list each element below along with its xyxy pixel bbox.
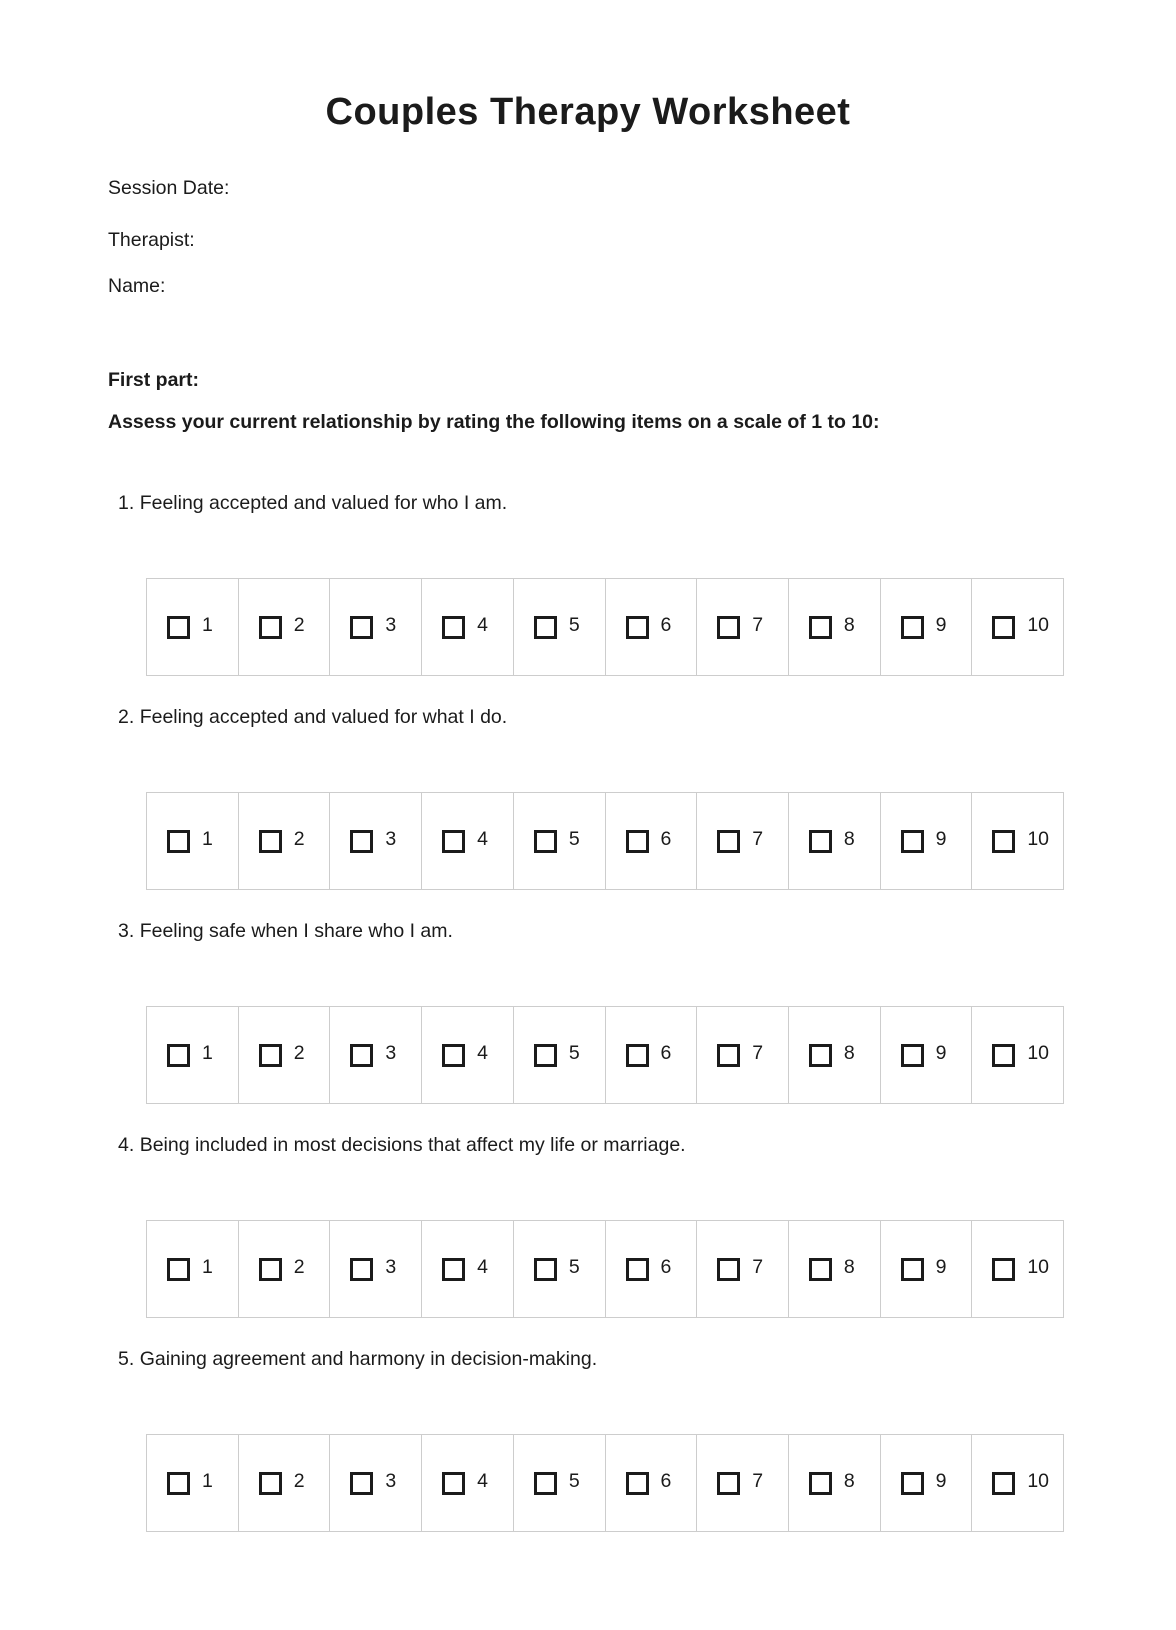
rating-option-2[interactable] xyxy=(239,579,331,675)
rating-checkbox[interactable] xyxy=(717,1258,740,1281)
item-5-text: Gaining agreement and harmony in decision-making. xyxy=(139,1348,598,1370)
rating-checkbox[interactable] xyxy=(809,1472,832,1495)
rating-option-5[interactable] xyxy=(514,1435,606,1531)
rating-option-4[interactable] xyxy=(422,1221,514,1317)
rating-value-label: 5 xyxy=(568,613,580,636)
rating-checkbox[interactable] xyxy=(626,1472,649,1495)
page-title: Couples Therapy Worksheet xyxy=(325,91,851,133)
rating-option-7[interactable] xyxy=(697,793,789,889)
rating-value-label: 7 xyxy=(752,1041,764,1064)
rating-checkbox[interactable] xyxy=(992,1044,1015,1067)
rating-value-label: 3 xyxy=(385,1469,397,1492)
item-5-number: 5. xyxy=(118,1348,135,1370)
rating-value-label: 4 xyxy=(477,1469,488,1492)
rating-value-label: 2 xyxy=(293,827,305,850)
rating-option-5[interactable] xyxy=(514,579,606,675)
rating-option-8[interactable] xyxy=(789,1435,881,1531)
rating-checkbox[interactable] xyxy=(534,1258,557,1281)
rating-checkbox[interactable] xyxy=(992,830,1015,853)
rating-value-label: 8 xyxy=(843,827,855,850)
rating-option-10[interactable] xyxy=(972,1007,1063,1103)
rating-checkbox[interactable] xyxy=(259,616,282,639)
rating-checkbox[interactable] xyxy=(167,1258,190,1281)
rating-checkbox[interactable] xyxy=(809,1044,832,1067)
rating-option-5[interactable] xyxy=(514,1007,606,1103)
rating-value-label: 7 xyxy=(752,1255,764,1278)
item-2-text: Feeling accepted and valued for what I do. xyxy=(139,706,508,728)
rating-value-label: 8 xyxy=(843,1469,855,1492)
rating-option-2[interactable] xyxy=(239,1007,331,1103)
rating-value-label: 6 xyxy=(660,613,672,636)
rating-option-4[interactable] xyxy=(422,1007,514,1103)
rating-value-label: 6 xyxy=(660,1041,672,1064)
rating-checkbox[interactable] xyxy=(167,830,190,853)
rating-value-label: 1 xyxy=(202,1255,213,1278)
item-1-text: Feeling accepted and valued for who I am. xyxy=(139,492,508,514)
rating-option-6[interactable] xyxy=(606,1221,698,1317)
rating-checkbox[interactable] xyxy=(442,616,465,639)
rating-checkbox[interactable] xyxy=(809,830,832,853)
rating-value-label: 1 xyxy=(202,827,213,850)
rating-option-7[interactable] xyxy=(697,1435,789,1531)
rating-option-8[interactable] xyxy=(789,1007,881,1103)
section-heading: First part: xyxy=(108,369,200,391)
item-1-label xyxy=(108,490,1068,516)
rating-option-6[interactable] xyxy=(606,579,698,675)
rating-checkbox[interactable] xyxy=(901,830,924,853)
rating-value-label: 6 xyxy=(660,1469,672,1492)
rating-option-1[interactable] xyxy=(147,579,239,675)
rating-checkbox[interactable] xyxy=(442,1258,465,1281)
rating-value-label: 5 xyxy=(568,1041,580,1064)
rating-option-4[interactable] xyxy=(422,1435,514,1531)
rating-value-label: 2 xyxy=(293,613,305,636)
rating-option-7[interactable] xyxy=(697,1007,789,1103)
rating-checkbox[interactable] xyxy=(259,830,282,853)
rating-checkbox[interactable] xyxy=(901,1258,924,1281)
rating-checkbox[interactable] xyxy=(167,1472,190,1495)
rating-option-6[interactable] xyxy=(606,1435,698,1531)
rating-scale-table-3 xyxy=(146,1006,1064,1104)
rating-option-5[interactable] xyxy=(514,793,606,889)
rating-value-label: 5 xyxy=(568,1255,580,1278)
session-date-field[interactable] xyxy=(108,176,1068,200)
rating-value-label: 6 xyxy=(660,1255,672,1278)
rating-option-9[interactable] xyxy=(881,1221,973,1317)
rating-checkbox[interactable] xyxy=(534,830,557,853)
rating-value-label: 2 xyxy=(293,1255,305,1278)
rating-option-8[interactable] xyxy=(789,1221,881,1317)
item-4-text: Being included in most decisions that affect my life or marriage. xyxy=(139,1134,686,1156)
rating-checkbox[interactable] xyxy=(901,1044,924,1067)
rating-option-7[interactable] xyxy=(697,1221,789,1317)
rating-checkbox[interactable] xyxy=(534,616,557,639)
rating-checkbox[interactable] xyxy=(992,616,1015,639)
rating-option-4[interactable] xyxy=(422,793,514,889)
rating-checkbox[interactable] xyxy=(992,1258,1015,1281)
rating-checkbox[interactable] xyxy=(259,1472,282,1495)
rating-checkbox[interactable] xyxy=(717,616,740,639)
rating-value-label: 3 xyxy=(385,1041,397,1064)
rating-value-label: 7 xyxy=(752,613,764,636)
rating-scale-table-5 xyxy=(146,1434,1064,1532)
rating-item-5 xyxy=(108,1346,1068,1532)
rating-option-7[interactable] xyxy=(697,579,789,675)
rating-option-4[interactable] xyxy=(422,579,514,675)
rating-value-label: 4 xyxy=(477,1041,488,1064)
rating-checkbox[interactable] xyxy=(350,1258,373,1281)
rating-value-label: 4 xyxy=(477,827,488,850)
rating-value-label: 10 xyxy=(1027,613,1050,636)
rating-checkbox[interactable] xyxy=(442,1472,465,1495)
rating-option-6[interactable] xyxy=(606,793,698,889)
rating-item-1 xyxy=(108,490,1068,676)
rating-item-2 xyxy=(108,704,1068,890)
rating-value-label: 8 xyxy=(843,1255,855,1278)
rating-value-label: 8 xyxy=(843,613,855,636)
rating-value-label: 4 xyxy=(477,1255,488,1278)
rating-checkbox[interactable] xyxy=(350,830,373,853)
item-4-label xyxy=(108,1132,1068,1158)
rating-checkbox[interactable] xyxy=(350,1044,373,1067)
rating-checkbox[interactable] xyxy=(350,1472,373,1495)
rating-option-3[interactable] xyxy=(330,793,422,889)
name-field[interactable] xyxy=(108,274,1068,298)
rating-option-1[interactable] xyxy=(147,1007,239,1103)
therapist-field[interactable] xyxy=(108,228,1068,252)
rating-value-label: 1 xyxy=(202,1469,213,1492)
rating-scale-table-1 xyxy=(146,578,1064,676)
rating-checkbox[interactable] xyxy=(442,830,465,853)
rating-checkbox[interactable] xyxy=(901,616,924,639)
rating-checkbox[interactable] xyxy=(442,1044,465,1067)
item-2-number: 2. xyxy=(118,706,135,728)
item-3-label xyxy=(108,918,1068,944)
rating-value-label: 9 xyxy=(935,1255,947,1278)
rating-checkbox[interactable] xyxy=(992,1472,1015,1495)
rating-item-4 xyxy=(108,1132,1068,1318)
rating-checkbox[interactable] xyxy=(167,616,190,639)
rating-value-label: 10 xyxy=(1027,1255,1050,1278)
rating-checkbox[interactable] xyxy=(626,1258,649,1281)
rating-value-label: 1 xyxy=(202,1041,213,1064)
rating-value-label: 4 xyxy=(477,613,488,636)
rating-option-3[interactable] xyxy=(330,579,422,675)
section-instructions: Assess your current relationship by rating the following items on a scale of 1 to 10: xyxy=(108,411,880,433)
rating-option-10[interactable] xyxy=(972,1435,1063,1531)
rating-option-10[interactable] xyxy=(972,1221,1063,1317)
rating-option-9[interactable] xyxy=(881,579,973,675)
item-5-label xyxy=(108,1346,1068,1372)
rating-value-label: 2 xyxy=(293,1041,305,1064)
rating-checkbox[interactable] xyxy=(259,1258,282,1281)
rating-value-label: 3 xyxy=(385,827,397,850)
rating-checkbox[interactable] xyxy=(717,830,740,853)
rating-value-label: 7 xyxy=(752,827,764,850)
rating-value-label: 10 xyxy=(1027,1469,1050,1492)
rating-option-9[interactable] xyxy=(881,1007,973,1103)
rating-value-label: 9 xyxy=(935,1469,947,1492)
rating-checkbox[interactable] xyxy=(626,616,649,639)
rating-checkbox[interactable] xyxy=(534,1044,557,1067)
rating-option-9[interactable] xyxy=(881,793,973,889)
rating-scale-table-4 xyxy=(146,1220,1064,1318)
session-date-label: Session Date: xyxy=(108,177,230,199)
rating-option-8[interactable] xyxy=(789,793,881,889)
rating-checkbox[interactable] xyxy=(717,1472,740,1495)
item-1-number: 1. xyxy=(118,492,135,514)
rating-checkbox[interactable] xyxy=(809,1258,832,1281)
rating-value-label: 9 xyxy=(935,613,947,636)
rating-checkbox[interactable] xyxy=(626,1044,649,1067)
rating-checkbox[interactable] xyxy=(717,1044,740,1067)
item-4-number: 4. xyxy=(118,1134,135,1156)
rating-value-label: 9 xyxy=(935,827,947,850)
rating-option-8[interactable] xyxy=(789,579,881,675)
rating-option-2[interactable] xyxy=(239,793,331,889)
rating-checkbox[interactable] xyxy=(167,1044,190,1067)
rating-value-label: 10 xyxy=(1027,1041,1050,1064)
rating-value-label: 7 xyxy=(752,1469,764,1492)
rating-option-2[interactable] xyxy=(239,1435,331,1531)
rating-option-9[interactable] xyxy=(881,1435,973,1531)
rating-option-1[interactable] xyxy=(147,1221,239,1317)
rating-value-label: 3 xyxy=(385,613,397,636)
rating-option-6[interactable] xyxy=(606,1007,698,1103)
rating-option-10[interactable] xyxy=(972,793,1063,889)
rating-value-label: 8 xyxy=(843,1041,855,1064)
rating-value-label: 5 xyxy=(568,1469,580,1492)
name-label: Name: xyxy=(108,275,166,297)
rating-option-5[interactable] xyxy=(514,1221,606,1317)
rating-checkbox[interactable] xyxy=(350,616,373,639)
rating-checkbox[interactable] xyxy=(626,830,649,853)
rating-value-label: 3 xyxy=(385,1255,397,1278)
item-3-number: 3. xyxy=(118,920,135,942)
rating-option-10[interactable] xyxy=(972,579,1063,675)
rating-option-1[interactable] xyxy=(147,793,239,889)
rating-checkbox[interactable] xyxy=(809,616,832,639)
rating-value-label: 6 xyxy=(660,827,672,850)
rating-value-label: 2 xyxy=(293,1469,305,1492)
rating-checkbox[interactable] xyxy=(534,1472,557,1495)
rating-value-label: 10 xyxy=(1027,827,1050,850)
rating-option-3[interactable] xyxy=(330,1221,422,1317)
rating-scale-table-2 xyxy=(146,792,1064,890)
rating-item-3 xyxy=(108,918,1068,1104)
therapist-label: Therapist: xyxy=(108,229,195,251)
rating-checkbox[interactable] xyxy=(901,1472,924,1495)
rating-option-1[interactable] xyxy=(147,1435,239,1531)
rating-option-2[interactable] xyxy=(239,1221,331,1317)
rating-checkbox[interactable] xyxy=(259,1044,282,1067)
rating-value-label: 1 xyxy=(202,613,213,636)
meta-fields xyxy=(108,176,1068,298)
rating-option-3[interactable] xyxy=(330,1435,422,1531)
rating-option-3[interactable] xyxy=(330,1007,422,1103)
rating-value-label: 9 xyxy=(935,1041,947,1064)
rating-value-label: 5 xyxy=(568,827,580,850)
item-3-text: Feeling safe when I share who I am. xyxy=(139,920,453,942)
item-2-label xyxy=(108,704,1068,730)
